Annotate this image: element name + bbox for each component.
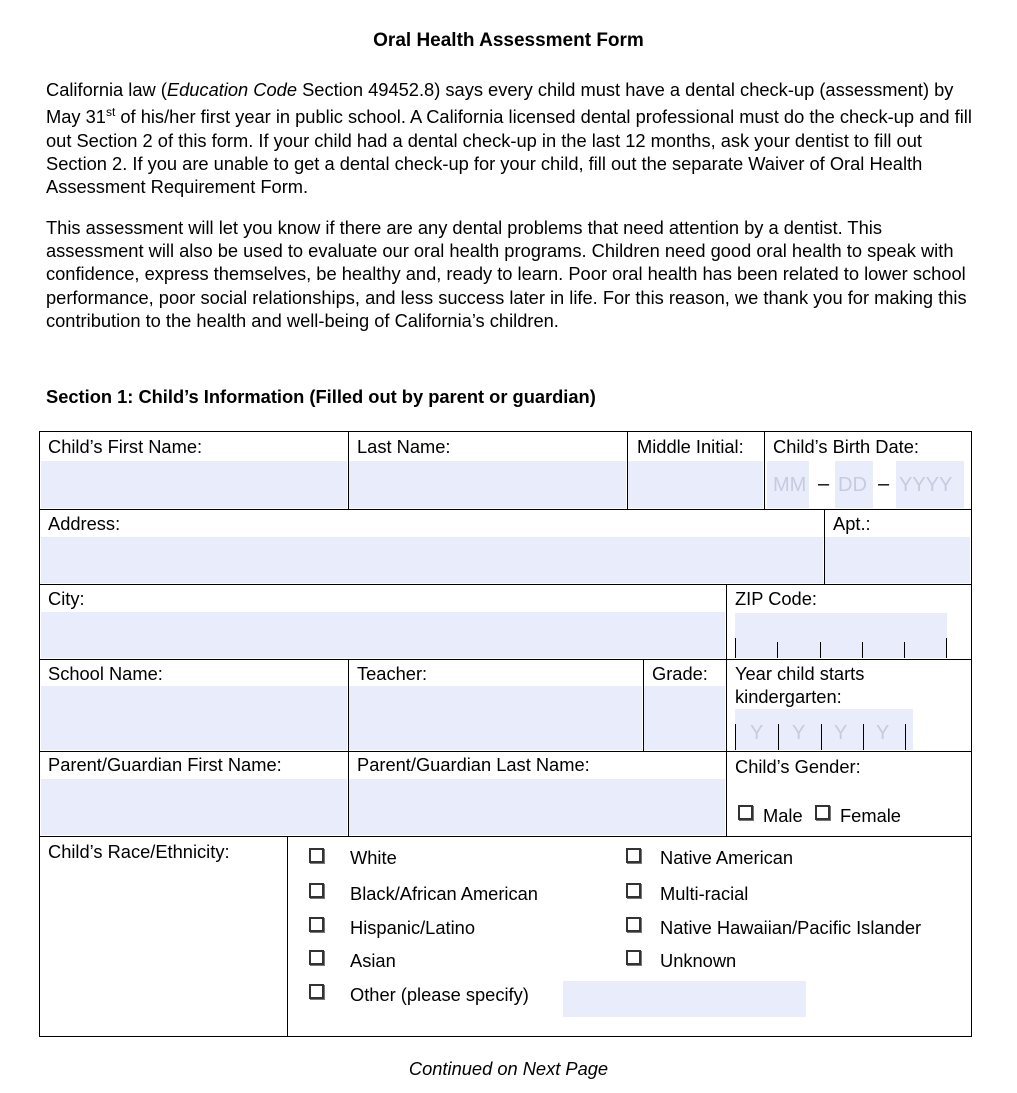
race-native-american-checkbox[interactable] xyxy=(626,848,641,863)
year-digit-2: Y xyxy=(792,722,806,744)
zip-input[interactable] xyxy=(735,613,947,658)
parent-last-name-input[interactable] xyxy=(349,779,725,835)
race-white-label: White xyxy=(350,847,397,868)
apt-input[interactable] xyxy=(825,537,970,583)
race-hispanic-checkbox[interactable] xyxy=(309,917,324,932)
section-heading: Section 1: Child’s Information (Filled out by parent or guardian) xyxy=(46,386,596,407)
school-name-label: School Name: xyxy=(48,663,163,684)
race-unknown-label: Unknown xyxy=(660,950,737,971)
teacher-input[interactable] xyxy=(349,686,642,750)
birth-year-placeholder: YYYY xyxy=(899,474,953,496)
race-white-checkbox[interactable] xyxy=(309,848,324,863)
race-native-american-label: Native American xyxy=(660,847,794,868)
first-name-label: Child’s First Name: xyxy=(48,436,203,457)
birth-date-label: Child’s Birth Date: xyxy=(773,436,919,457)
continued-footer: Continued on Next Page xyxy=(408,1058,609,1079)
middle-initial-input[interactable] xyxy=(628,461,763,508)
birth-month-placeholder: MM xyxy=(773,474,807,496)
year-digit-3: Y xyxy=(834,722,848,744)
city-input[interactable] xyxy=(41,612,725,658)
last-name-input[interactable] xyxy=(349,461,626,508)
race-hispanic-label: Hispanic/Latino xyxy=(350,917,475,938)
male-option-label: Male xyxy=(763,805,803,826)
race-other-specify-input[interactable] xyxy=(563,981,806,1017)
address-label: Address: xyxy=(48,513,121,534)
race-asian-checkbox[interactable] xyxy=(309,950,324,965)
year-k-label-2: kindergarten: xyxy=(735,686,842,707)
teacher-label: Teacher: xyxy=(357,663,428,684)
gender-label: Child’s Gender: xyxy=(735,756,861,777)
race-other-label: Other (please specify) xyxy=(350,984,529,1005)
year-k-label-1: Year child starts xyxy=(735,663,865,684)
race-other-checkbox[interactable] xyxy=(309,984,324,999)
year-digit-1: Y xyxy=(750,722,764,744)
race-multiracial-checkbox[interactable] xyxy=(626,883,641,898)
race-unknown-checkbox[interactable] xyxy=(626,950,641,965)
year-digit-4: Y xyxy=(876,722,890,744)
birth-day-placeholder: DD xyxy=(838,474,867,496)
birth-sep-2: – xyxy=(878,473,890,495)
race-black-checkbox[interactable] xyxy=(309,883,324,898)
race-pacific-islander-label: Native Hawaiian/Pacific Islander xyxy=(660,917,922,938)
intro-paragraph-1: California law (Education Code Section 49452.8) says every child must have a dental check-up (assessment) by May 31st of his/her first year in public school. A California licensed dental professional must do the check-up and fill out Section 2 of this form. If your child had a dental check-up in the last 12 months, ask your dentist to fill out Section 2. If you are unable to get a dental check-up for your child, fill out the separate Waiver of Oral Health Assessment Requirement Form. xyxy=(46,79,972,197)
female-option-label: Female xyxy=(840,805,901,826)
first-name-input[interactable] xyxy=(41,461,347,508)
birth-sep-1: – xyxy=(818,473,830,495)
last-name-label: Last Name: xyxy=(357,436,451,457)
race-multiracial-label: Multi-racial xyxy=(660,883,749,904)
race-pacific-islander-checkbox[interactable] xyxy=(626,917,641,932)
race-label: Child’s Race/Ethnicity: xyxy=(48,841,230,862)
race-black-label: Black/African American xyxy=(350,883,538,904)
parent-last-name-label: Parent/Guardian Last Name: xyxy=(357,754,590,775)
parent-first-name-label: Parent/Guardian First Name: xyxy=(48,754,282,775)
middle-initial-label: Middle Initial: xyxy=(637,436,744,457)
grade-input[interactable] xyxy=(644,686,725,750)
page-title: Oral Health Assessment Form xyxy=(373,30,644,51)
apt-label: Apt.: xyxy=(833,513,871,534)
child-info-form xyxy=(39,431,972,1037)
female-checkbox[interactable] xyxy=(815,805,830,820)
race-asian-label: Asian xyxy=(350,950,396,971)
intro-paragraph-2: This assessment will let you know if there are any dental problems that need attention by a dentist. This assessment will also be used to evaluate our oral health programs. Children need good oral health to speak with confidence, express themselves, be healthy and, ready to learn. Poor oral health has been related to lower school performance, poor social relationships, and less success later in life. For this reason, we thank you for making this contribution to the health and well-being of California’s children. xyxy=(46,217,967,331)
city-label: City: xyxy=(48,588,85,609)
parent-first-name-input[interactable] xyxy=(41,779,347,835)
grade-label: Grade: xyxy=(652,663,708,684)
zip-label: ZIP Code: xyxy=(735,588,817,609)
address-input[interactable] xyxy=(41,537,823,583)
male-checkbox[interactable] xyxy=(738,805,753,820)
school-name-input[interactable] xyxy=(41,686,347,750)
